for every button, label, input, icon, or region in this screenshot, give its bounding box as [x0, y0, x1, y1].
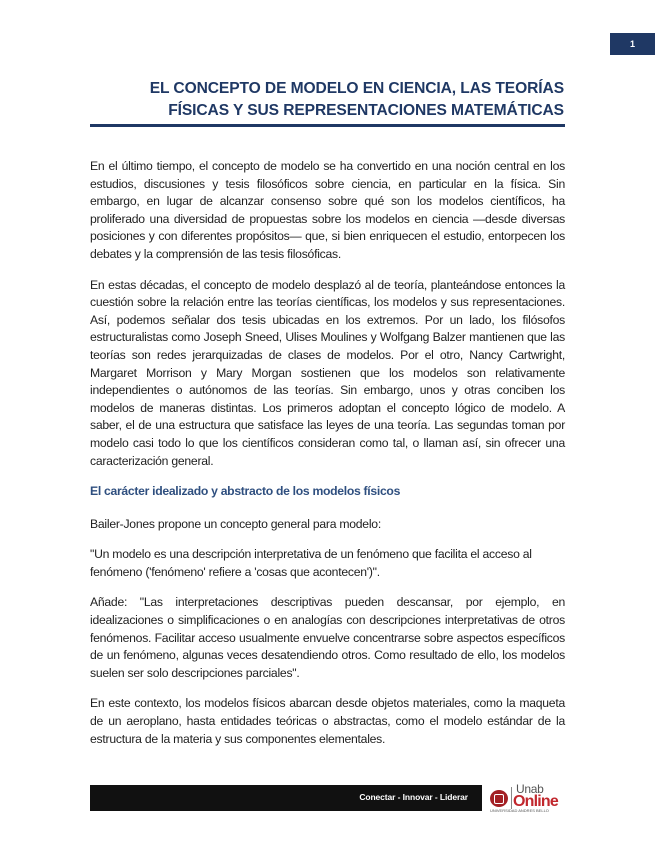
footer-slogan: Conectar - Innovar - Liderar: [359, 792, 468, 802]
university-crest-icon: [490, 790, 508, 807]
title-line-2: FÍSICAS Y SUS REPRESENTACIONES MATEMÁTICAS: [168, 102, 564, 119]
logo-unab-text: Unab: [516, 782, 544, 796]
paragraph-bailer-jones: Bailer-Jones propone un concepto general para modelo:: [90, 516, 381, 531]
paragraph-intro: En el último tiempo, el concepto de modelo se ha convertido en una noción central en los estudios, discusiones y tesis filosóficos sobre ciencia, en particular en la física. Sin embargo, en lugar de alcanzar consenso sobre qué son los modelos científicos, ha proliferado una diversidad de propuestas sobre los modelos en ciencia —desde diversas posiciones y con diferentes propósitos— que, si bien enriquecen el estudio, entorpecen los debates y la comprensión de las tesis filosóficas.: [90, 159, 565, 261]
logo-university-text: UNIVERSIDAD ANDRES BELLO: [490, 808, 549, 813]
paragraph-context: En este contexto, los modelos físicos abarcan desde objetos materiales, como la maqueta de un aeroplano, hasta entidades teóricas o abstractas, como el modelo estándar de la estructura de la materia y sus componentes elementales.: [90, 696, 565, 746]
page-number: 1: [629, 39, 635, 49]
document-title: [90, 78, 564, 122]
footer-bar: [90, 785, 482, 811]
unab-online-logo: [490, 782, 565, 813]
paragraph-quote: "Un modelo es una descripción interpretativa de un fenómeno que facilita el acceso al fenómeno ('fenómeno' refiere a 'cosas que acontecen')".: [90, 547, 532, 579]
document-body: [90, 158, 565, 761]
logo-online-text: Online: [513, 793, 558, 810]
paragraph-addition: Añade: "Las interpretaciones descriptivas pueden descansar, por ejemplo, en idealizaciones o simplificaciones o en analogías con descripciones interpretativas de otros fenómenos. Facilitar acceso usualmente envuelve concentrarse sobre aspectos específicos de un fenómeno, algunas veces desatendiendo otros. Como resultado de ello, los modelos suelen ser solo descripciones parciales".: [90, 595, 565, 680]
title-line-1: EL CONCEPTO DE MODELO EN CIENCIA, LAS TEORÍAS: [149, 80, 564, 97]
section-heading: El carácter idealizado y abstracto de los modelos físicos: [90, 484, 401, 499]
title-divider: [90, 124, 565, 127]
page-footer: [90, 782, 565, 813]
paragraph-theses: En estas décadas, el concepto de modelo desplazó al de teoría, planteándose entonces la cuestión sobre la relación entre las teorías científicas, los modelos y sus representaciones. Así, podemos señalar dos tesis ubicadas en los extremos. Por un lado, los filósofos estructuralistas como Joseph Sneed, Ulises Moulines y Wolfgang Balzer mantienen que las teorías son redes jerarquizadas de clases de modelos. Por el otro, Nancy Cartwright, Margaret Morrison y Mary Morgan sostienen que los modelos son relativamente independientes o autónomos de las teorías. Sin embargo, unos y otras conciben los modelos de maneras distintas. Los primeros adoptan el concepto lógico de modelo. A saber, el de una estructura que satisface las leyes de una teoría. Las segundas toman por modelo casi todo lo que los científicos consideran como tal, o llaman así, sin ofrecer una caracterización general.: [90, 277, 565, 468]
page-number-tab: [610, 33, 655, 55]
logo-divider: [511, 787, 512, 809]
